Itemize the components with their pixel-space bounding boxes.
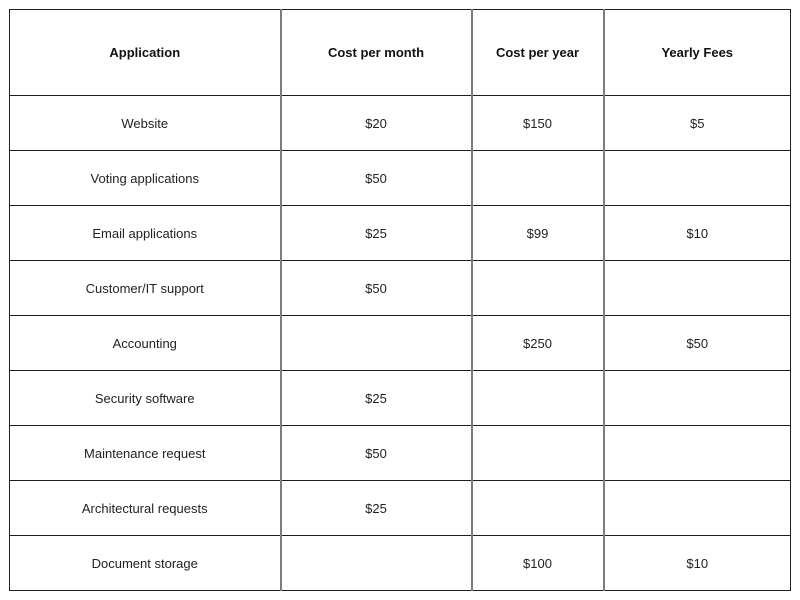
cell-yearly-fees (604, 151, 791, 206)
cell-cost-per-month: $50 (281, 426, 472, 481)
cell-application: Website (10, 96, 281, 151)
cell-cost-per-month: $20 (281, 96, 472, 151)
table-row (10, 316, 791, 371)
cell-cost-per-year: $250 (472, 316, 604, 371)
table-row (10, 261, 791, 316)
cell-application: Email applications (10, 206, 281, 261)
cell-cost-per-year: $99 (472, 206, 604, 261)
table-row (10, 426, 791, 481)
cost-table-container (9, 9, 790, 590)
header-row (10, 10, 791, 96)
cell-yearly-fees (604, 261, 791, 316)
cell-cost-per-month: $25 (281, 371, 472, 426)
cell-application: Maintenance request (10, 426, 281, 481)
cell-yearly-fees: $5 (604, 96, 791, 151)
header-yearly-fees: Yearly Fees (604, 10, 791, 96)
table-row (10, 536, 791, 591)
cell-cost-per-month (281, 316, 472, 371)
cell-application: Accounting (10, 316, 281, 371)
cell-yearly-fees: $50 (604, 316, 791, 371)
table-row (10, 96, 791, 151)
cell-cost-per-year: $150 (472, 96, 604, 151)
cell-cost-per-month: $25 (281, 481, 472, 536)
cell-application: Customer/IT support (10, 261, 281, 316)
cell-cost-per-month: $50 (281, 151, 472, 206)
cell-cost-per-year (472, 426, 604, 481)
cell-application: Security software (10, 371, 281, 426)
cell-yearly-fees (604, 481, 791, 536)
table-row (10, 481, 791, 536)
cell-yearly-fees (604, 426, 791, 481)
cell-application: Document storage (10, 536, 281, 591)
cell-application: Architectural requests (10, 481, 281, 536)
cell-cost-per-year (472, 481, 604, 536)
application-cost-table (9, 9, 791, 591)
header-cost-per-year: Cost per year (472, 10, 604, 96)
cell-yearly-fees (604, 371, 791, 426)
table-row (10, 206, 791, 261)
cell-cost-per-month: $50 (281, 261, 472, 316)
cell-cost-per-month: $25 (281, 206, 472, 261)
cell-application: Voting applications (10, 151, 281, 206)
cell-cost-per-year (472, 261, 604, 316)
cell-yearly-fees: $10 (604, 536, 791, 591)
cell-cost-per-year (472, 151, 604, 206)
cell-cost-per-year: $100 (472, 536, 604, 591)
header-application: Application (10, 10, 281, 96)
table-row (10, 151, 791, 206)
cell-yearly-fees: $10 (604, 206, 791, 261)
cell-cost-per-year (472, 371, 604, 426)
header-cost-per-month: Cost per month (281, 10, 472, 96)
cell-cost-per-month (281, 536, 472, 591)
table-row (10, 371, 791, 426)
